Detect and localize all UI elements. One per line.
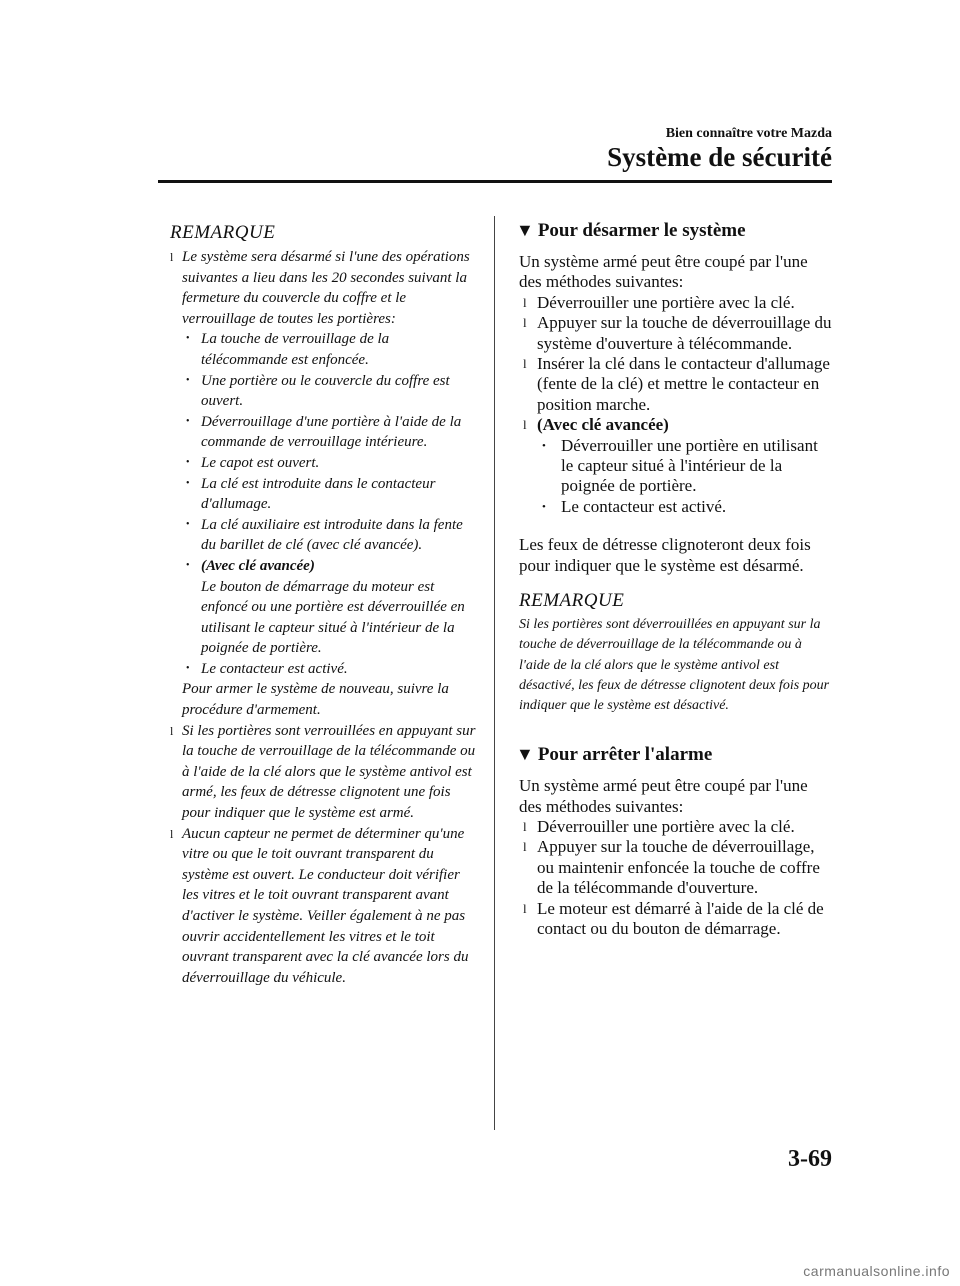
- note-sub-bullet-text: Une portière ou le couvercle du coffre est ouvert.: [201, 372, 450, 410]
- bullet-icon: l: [523, 839, 527, 855]
- list-item-text: Déverrouiller une portière avec la clé.: [537, 816, 795, 836]
- note-sub-bullet-text: La clé auxiliaire est introduite dans la fente du barillet de clé (avec clé avancée).: [201, 516, 463, 554]
- note-sub-bullet-text: Déverrouillage d'une portière à l'aide de la commande de verrouillage intérieure.: [201, 413, 462, 451]
- section-heading-text: Pour désarmer le système: [537, 220, 746, 241]
- section-paragraph: Les feux de détresse clignoteront deux fois pour indiquer que le système est désarmé.: [519, 535, 811, 575]
- list-item-text: Le moteur est démarré à l'aide de la clé de contact ou du bouton de démarrage.: [537, 898, 824, 938]
- note-sub-bullet-text: Le bouton de démarrage du moteur est enfoncé ou une portière est déverrouillée en utilisant le capteur situé à l'intérieur de la poignée de portière.: [201, 578, 465, 657]
- note-paragraph: Pour armer le système de nouveau, suivre la procédure d'armement.: [182, 681, 449, 719]
- bullet-icon: l: [170, 250, 174, 264]
- bullet-icon: l: [523, 356, 527, 372]
- sub-bullet-icon: •: [542, 500, 546, 513]
- note-sub-bullet: [158, 659, 478, 680]
- list-item: [519, 293, 833, 313]
- left-column: [158, 222, 478, 988]
- section-heading-disarm: [516, 220, 833, 242]
- sub-bullet-icon: •: [186, 374, 190, 386]
- note-sub-bullet: [158, 329, 478, 370]
- watermark: carmanualsonline.info: [803, 1263, 950, 1279]
- list-item: [519, 899, 833, 940]
- sub-bullet-icon: •: [186, 559, 190, 571]
- header-subtitle: Bien connaître votre Mazda: [665, 126, 832, 141]
- sub-bullet-icon: •: [186, 333, 190, 345]
- list-item: [519, 837, 833, 898]
- section-intro: Un système armé peut être coupé par l'une des méthodes suivantes:: [519, 252, 808, 292]
- note-sub-bullet-text: La clé est introduite dans le contacteur d'allumage.: [201, 475, 436, 513]
- bullet-icon: l: [170, 826, 174, 841]
- note-bullet-text: Aucun capteur ne permet de déterminer qu'une vitre ou que le toit ouvrant transparent du système est ouvert. Le conducteur doit vérifier les vitres et le toit ouvrant transparent avant d'activer le système. Veiller également à ne pas ouvrir accidentellement les vitres et le toit ouvrant transparent avec la clé avancée lors du déverrouillage du véhicule.: [182, 825, 469, 986]
- list-sub-item: [519, 497, 833, 517]
- note-sub-bullet: [158, 474, 478, 515]
- sub-bullet-icon: •: [186, 518, 190, 530]
- note-sub-bullet-text: La touche de verrouillage de la télécommande est enfoncée.: [201, 331, 390, 368]
- bullet-icon: l: [523, 818, 527, 834]
- sub-bullet-icon: •: [186, 662, 190, 674]
- list-sub-item-text: Le contacteur est activé.: [561, 496, 727, 516]
- spacer: [519, 716, 833, 744]
- bullet-icon: l: [523, 294, 527, 310]
- note-sub-bullet: [158, 371, 478, 412]
- triangle-icon: ▼: [516, 744, 534, 765]
- sub-bullet-icon: •: [186, 477, 190, 489]
- column-divider: [494, 216, 495, 1130]
- note-sub-bullet: [158, 412, 478, 453]
- note-text: Si les portières sont déverrouillées en appuyant sur la touche de déverrouillage de la télécommande ou à l'aide de la clé alors que le système antivol est désactivé, les feux de détresse clignotent deux fois pour indiquer que le système est désactivé.: [519, 617, 830, 713]
- spacer: [519, 517, 833, 535]
- sub-bullet-icon: •: [186, 456, 190, 468]
- header-rule: [158, 180, 832, 183]
- bullet-icon: l: [523, 900, 527, 916]
- section-heading-alarm: [516, 744, 833, 766]
- note-bullet: [158, 824, 478, 989]
- note-bullet-text: Si les portières sont verrouillées en appuyant sur la touche de verrouillage de la télécommande ou à l'aide de la clé alors que le système antivol est armé, les feux de détresse clignotent une fois pour indiquer que le système est armé.: [182, 722, 476, 822]
- list-item-text: Déverrouiller une portière avec la clé.: [537, 292, 795, 312]
- list-item-text: Insérer la clé dans le contacteur d'allumage (fente de la clé) et mettre le contacteur en position marche.: [537, 354, 830, 414]
- section-body: [519, 776, 833, 939]
- sub-bullet-icon: •: [542, 439, 546, 452]
- note-sub-bullet: [158, 515, 478, 556]
- note-heading: REMARQUE: [170, 222, 276, 243]
- note-bullet-text: Le système sera désarmé si l'une des opérations suivantes a lieu dans les 20 secondes suivant la fermeture du couvercle du coffre et le verrouillage de toutes les portières:: [182, 249, 470, 327]
- list-item-heading: (Avec clé avancée): [537, 415, 669, 435]
- triangle-icon: ▼: [516, 220, 534, 240]
- list-item-text: Appuyer sur la touche de déverrouillage, ou maintenir enfoncée la touche de coffre de la télécommande d'ouverture.: [537, 837, 820, 898]
- note-bullet: [158, 721, 478, 824]
- note-sub-bullet-heading: (Avec clé avancée): [201, 557, 315, 574]
- note-sub-bullet: [158, 453, 478, 474]
- list-item: [519, 354, 833, 415]
- note-sub-bullet: [158, 556, 478, 659]
- list-item-text: Appuyer sur la touche de déverrouillage du système d'ouverture à télécommande.: [537, 313, 832, 353]
- bullet-icon: l: [523, 417, 527, 433]
- list-item: [519, 415, 833, 435]
- section-body: [519, 252, 833, 576]
- note-sub-bullet-text: Le capot est ouvert.: [201, 454, 320, 471]
- note-heading: REMARQUE: [519, 590, 625, 612]
- note-sub-bullet-text: Le contacteur est activé.: [201, 660, 348, 677]
- list-sub-item: [519, 436, 833, 497]
- sub-bullet-icon: •: [186, 415, 190, 427]
- note-body: [158, 247, 478, 988]
- section-heading-text: Pour arrêter l'alarme: [537, 744, 713, 766]
- list-item: [519, 313, 833, 354]
- bullet-icon: l: [523, 315, 527, 331]
- list-item: [519, 817, 833, 837]
- bullet-icon: l: [170, 723, 174, 738]
- note-bullet: [158, 247, 478, 329]
- page-title: Système de sécurité: [607, 142, 832, 172]
- right-column: [516, 220, 833, 939]
- list-sub-item-text: Déverrouiller une portière en utilisant le capteur situé à l'intérieur de la poignée de portière.: [561, 435, 818, 496]
- section-intro: Un système armé peut être coupé par l'une des méthodes suivantes:: [519, 776, 808, 816]
- page-number: 3-69: [788, 1146, 832, 1172]
